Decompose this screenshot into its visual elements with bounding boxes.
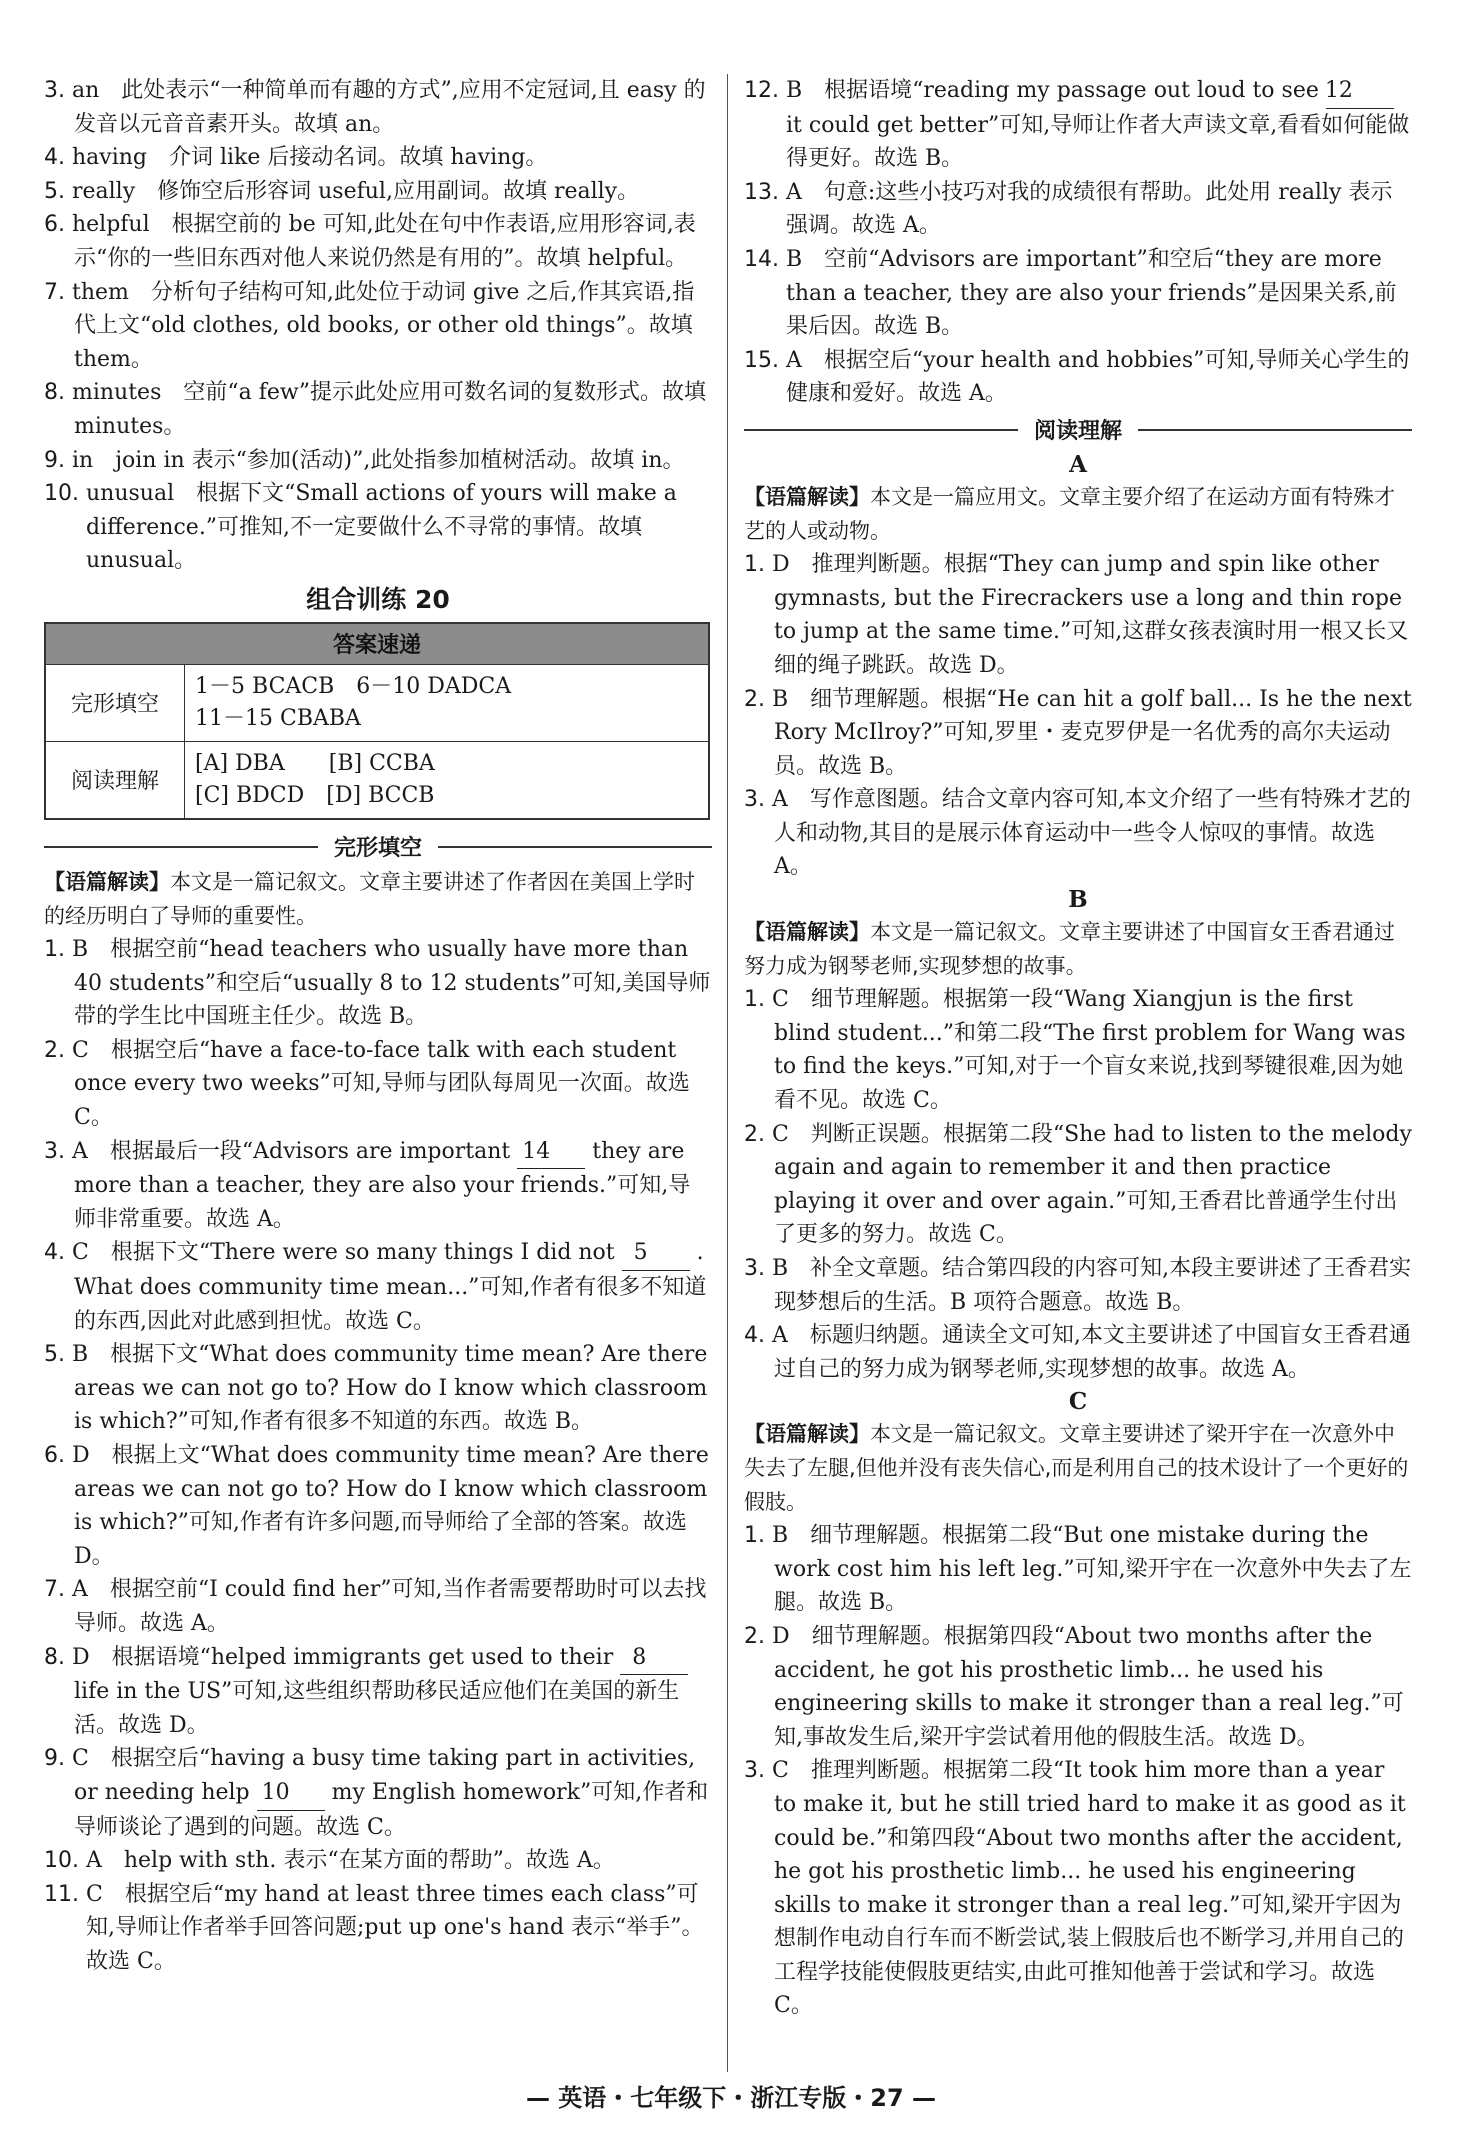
item-number: 1. [744, 987, 772, 1013]
item-number: 12. [744, 78, 786, 103]
passage-letter: C [1068, 1388, 1088, 1416]
item-number: 10. [44, 481, 86, 507]
item-number: 4. [744, 1323, 772, 1349]
answer-explanation-item: 3. an 此处表示“一种简单而有趣的方式”,应用不定冠词,且 easy 的发音以元音音素开头。故填 an。 [44, 78, 706, 137]
cloze-explanation-item: 14. B 空前“Advisors are important”和空后“they are more than a teacher, they are also your friends”是因果关系,前果后因。故选 B。 [744, 246, 1397, 340]
item-number: 3. [744, 787, 772, 813]
cloze-explanation-item: 1. B 根据空前“head teachers who usually have more than 40 students”和空后“usually 8 to 12 students”可知,美国导师带的学生比中国班主任少。故选 B。 [44, 937, 711, 1030]
blank-number: 10 [257, 1776, 325, 1811]
item-number: 3. [744, 1256, 772, 1281]
passage-letter: B [1068, 886, 1088, 914]
item-number: 13. [744, 179, 786, 205]
cloze-label: 完形填空 [45, 664, 185, 741]
item-number: 1. [744, 552, 772, 578]
cloze-explanation-item: 2. C 根据空后“have a face-to-face talk with each student once every two weeks”可知,导师与团队每周见一次面。故选 C。 [44, 1037, 690, 1131]
section-title: 组合训练 20 [306, 584, 450, 614]
item-number: 3. [744, 1758, 772, 1784]
passage-intro: 【语篇解读】本文是一篇应用文。文章主要介绍了在运动方面有特殊才艺的人或动物。 [744, 484, 1395, 543]
passage-intro: 【语篇解读】本文是一篇记叙文。文章主要讲述了梁开宇在一次意外中失去了左腿,但他并没有丧失信心,而是利用自己的技术设计了一个更好的假肢。 [744, 1422, 1409, 1514]
cloze-explanation-item: 9. C 根据空后“having a busy time taking part in activities, or needing help 10 my English homework”可知,作者和导师谈论了遇到的问题。故选 C。 [44, 1746, 709, 1840]
reading-explanation-item: 4. A 标题归纳题。通读全文可知,本文主要讲述了中国盲女王香君通过自己的努力成为钢琴老师,实现梦想的故事。故选 A。 [744, 1323, 1411, 1382]
item-number: 7. [44, 279, 72, 305]
cloze-answers-line-1: 1－5 BCACB 6－10 DADCA [195, 673, 512, 699]
cloze-explanation-item: 15. A 根据空后“your health and hobbies”可知,导师关心学生的健康和爱好。故选 A。 [744, 347, 1410, 407]
item-number: 5. [44, 178, 72, 204]
answer-explanation-item: 5. really 修饰空后形容词 useful,应用副词。故填 really。 [44, 178, 640, 204]
item-number: 15. [744, 347, 786, 373]
answer-explanation-item: 9. in join in 表示“参加(活动)”,此处指参加植树活动。故填 in。 [44, 447, 685, 473]
item-number: 9. [44, 1746, 72, 1772]
page-footer: — 英语・七年级下・浙江专版・27 — [525, 2084, 937, 2112]
item-number: 8. [44, 380, 72, 406]
passage-intro: 【语篇解读】本文是一篇记叙文。文章主要讲述了中国盲女王香君通过努力成为钢琴老师,实现梦想的故事。 [744, 920, 1395, 978]
right-column [744, 74, 1412, 2023]
cloze-explanation-item: 4. C 根据下文“There were so many things I did not 5 . What does community time mean...”可知,作者有很多不知道的东西,因此对此感到担忧。故选 C。 [44, 1236, 712, 1338]
cloze-explanation-item: 11. C 根据空后“my hand at least three times each class”可知,导师让作者举手回答问题;put up one's hand 表示“举手”。故选 C。 [44, 1881, 704, 1974]
reading-explanation-item: 1. B 细节理解题。根据第二段“But one mistake during the work cost him his left leg.”可知,梁开宇在一次意外中失去了左腿。故选 B。 [744, 1523, 1412, 1616]
blank-number: 14 [517, 1135, 585, 1170]
item-number: 14. [744, 246, 786, 272]
answer-explanation-item: 8. minutes 空前“a few”提示此处应用可数名词的复数形式。故填 minutes。 [44, 380, 706, 439]
item-number: 4. [44, 1240, 72, 1266]
item-number: 6. [44, 1443, 72, 1468]
left-column [44, 74, 712, 1979]
reading-explanation-item: 2. D 细节理解题。根据第四段“About two months after the accident, he got his prosthetic limb... he used his engineering skills to make it stronger than a real leg.”可知,事故发生后,梁开宇尝试着用他的假肢生活。故选 D。 [744, 1623, 1404, 1750]
reading-label: 阅读理解 [45, 741, 185, 819]
cloze-explanation-item: 6. D 根据上文“What does community time mean? Are there areas we can not go to? How do I know which classroom is which?”可知,作者有许多问题,而导师给了全部的答案。故选 D。 [44, 1443, 709, 1569]
reading-explanation-item: 1. C 细节理解题。根据第一段“Wang Xiangjun is the first blind student...”和第二段“The first problem for Wang was to find the keys.”可知,对于一个盲女来说,找到琴键很难,因为她看不见。故选 C。 [744, 987, 1406, 1114]
item-number: 1. [744, 1523, 772, 1549]
item-number: 9. [44, 447, 72, 473]
cloze-intro: 【语篇解读】本文是一篇记叙文。文章主要讲述了作者因在美国上学时的经历明白了导师的重要性。 [44, 869, 695, 928]
cloze-explanation-item: 5. B 根据下文“What does community time mean? Are there areas we can not go to? How do I know which classroom is which?”可知,作者有很多不知道的东西。故选 B。 [44, 1342, 708, 1435]
passage-letter: A [1069, 450, 1087, 478]
item-number: 2. [44, 1037, 72, 1063]
reading-answers [185, 741, 710, 819]
answer-explanation-item: 7. them 分析句子结构可知,此处位于动词 give 之后,作其宾语,指代上文“old clothes, old books, or other old things”。故填 them。 [44, 279, 695, 372]
cloze-explanations [44, 933, 712, 1978]
blank-number: 12 [1326, 74, 1394, 109]
answer-table [44, 622, 710, 820]
cloze-explanation-item: 12. B 根据语境“reading my passage out loud to see 12 it could get better”可知,导师让作者大声读文章,看看如何能做得更好。故选 B。 [744, 74, 1412, 176]
cloze-explanation-item: 3. A 根据最后一段“Advisors are important 14 they are more than a teacher, they are also your friends.”可知,导师非常重要。故选 A。 [44, 1135, 712, 1237]
answer-explanation-item: 6. helpful 根据空前的 be 可知,此处在句中作表语,应用形容词,表示“你的一些旧东西对他人来说仍然是有用的”。故填 helpful。 [44, 212, 696, 271]
blank-number: 8 [620, 1641, 688, 1676]
reading-heading: 阅读理解 [744, 413, 1412, 447]
item-number: 3. [44, 78, 72, 103]
item-number: 5. [44, 1342, 72, 1368]
reading-explanation-item: 2. C 判断正误题。根据第二段“She had to listen to the melody again and again to remember it and then practice playing it over and over again.”可知,王香君比普通学生付出了更多的努力。故选 C。 [744, 1121, 1412, 1248]
item-number: 2. [744, 1121, 772, 1147]
item-number: 6. [44, 212, 72, 238]
reading-passages [744, 449, 1412, 2023]
cloze-explanation-item: 10. A help with sth. 表示“在某方面的帮助”。故选 A。 [44, 1848, 615, 1874]
answer-explanation-item: 4. having 介词 like 后接动名词。故填 having。 [44, 145, 548, 171]
item-number: 2. [744, 1623, 772, 1649]
cloze-explanation-item: 13. A 句意:这些小技巧对我的成绩很有帮助。此处用 really 表示强调。故选 A。 [744, 179, 1393, 239]
cloze-explanation-item: 7. A 根据空前“I could find her”可知,当作者需要帮助时可以去找导师。故选 A。 [44, 1577, 707, 1636]
cloze-answers [185, 664, 710, 741]
answer-explanation-item: 10. unusual 根据下文“Small actions of yours will make a difference.”可推知,不一定要做什么不寻常的事情。故填 unusual。 [44, 481, 677, 574]
reading-explanation-item: 3. A 写作意图题。结合文章内容可知,本文介绍了一些有特殊才艺的人和动物,其目的是展示体育运动中一些令人惊叹的事情。故选 A。 [744, 787, 1411, 880]
cloze-explanations-continued [744, 74, 1412, 411]
reading-explanation-item: 2. B 细节理解题。根据“He can hit a golf ball... Is he the next Rory McIlroy?”可知,罗里・麦克罗伊是一名优秀的高尔夫运动员。故选 B。 [744, 686, 1412, 779]
reading-explanation-item: 1. D 推理判断题。根据“They can jump and spin like other gymnasts, but the Firecrackers use a long and thin rope to jump at the same time.”可知,这群女孩表演时用一根又长又细的绳子跳跃。故选 D。 [744, 552, 1409, 678]
item-number: 2. [744, 686, 772, 712]
answer-list-previous [44, 74, 712, 578]
cloze-answers-line-2: 11－15 CBABA [195, 705, 361, 731]
cloze-explanation-item: 8. D 根据语境“helped immigrants get used to their 8 life in the US”可知,这些组织帮助移民适应他们在美国的新生活。故选 D。 [44, 1641, 712, 1743]
item-number: 10. [44, 1848, 86, 1874]
item-number: 7. [44, 1577, 72, 1603]
reading-answers-line-1: [A] DBA [B] CCBA [195, 750, 435, 776]
answer-table-header: 答案速递 [45, 623, 709, 665]
blank-number: 5 [622, 1236, 690, 1271]
column-divider [727, 74, 728, 2072]
reading-explanation-item: 3. B 补全文章题。结合第四段的内容可知,本段主要讲述了王香君实现梦想后的生活。B 项符合题意。故选 B。 [744, 1256, 1412, 1315]
item-number: 3. [44, 1138, 72, 1164]
item-number: 1. [44, 937, 72, 963]
reading-explanation-item: 3. C 推理判断题。根据第二段“It took him more than a year to make it, but he still tried hard to make it as good as it could be.”和第四段“About two months after the accident, he got his prosthetic limb... he used his engineering skills to make it stronger than a real leg.”可知,梁开宇因为想制作电动自行车而不断尝试,装上假肢后也不断学习,并用自己的工程学技能使假肢更结实,由此可推知他善于尝试和学习。故选 C。 [744, 1758, 1406, 2019]
item-number: 8. [44, 1644, 72, 1670]
reading-answers-line-2: [C] BDCD [D] BCCB [195, 782, 435, 808]
cloze-heading: 完形填空 [44, 830, 712, 864]
item-number: 4. [44, 145, 72, 171]
item-number: 11. [44, 1881, 86, 1907]
